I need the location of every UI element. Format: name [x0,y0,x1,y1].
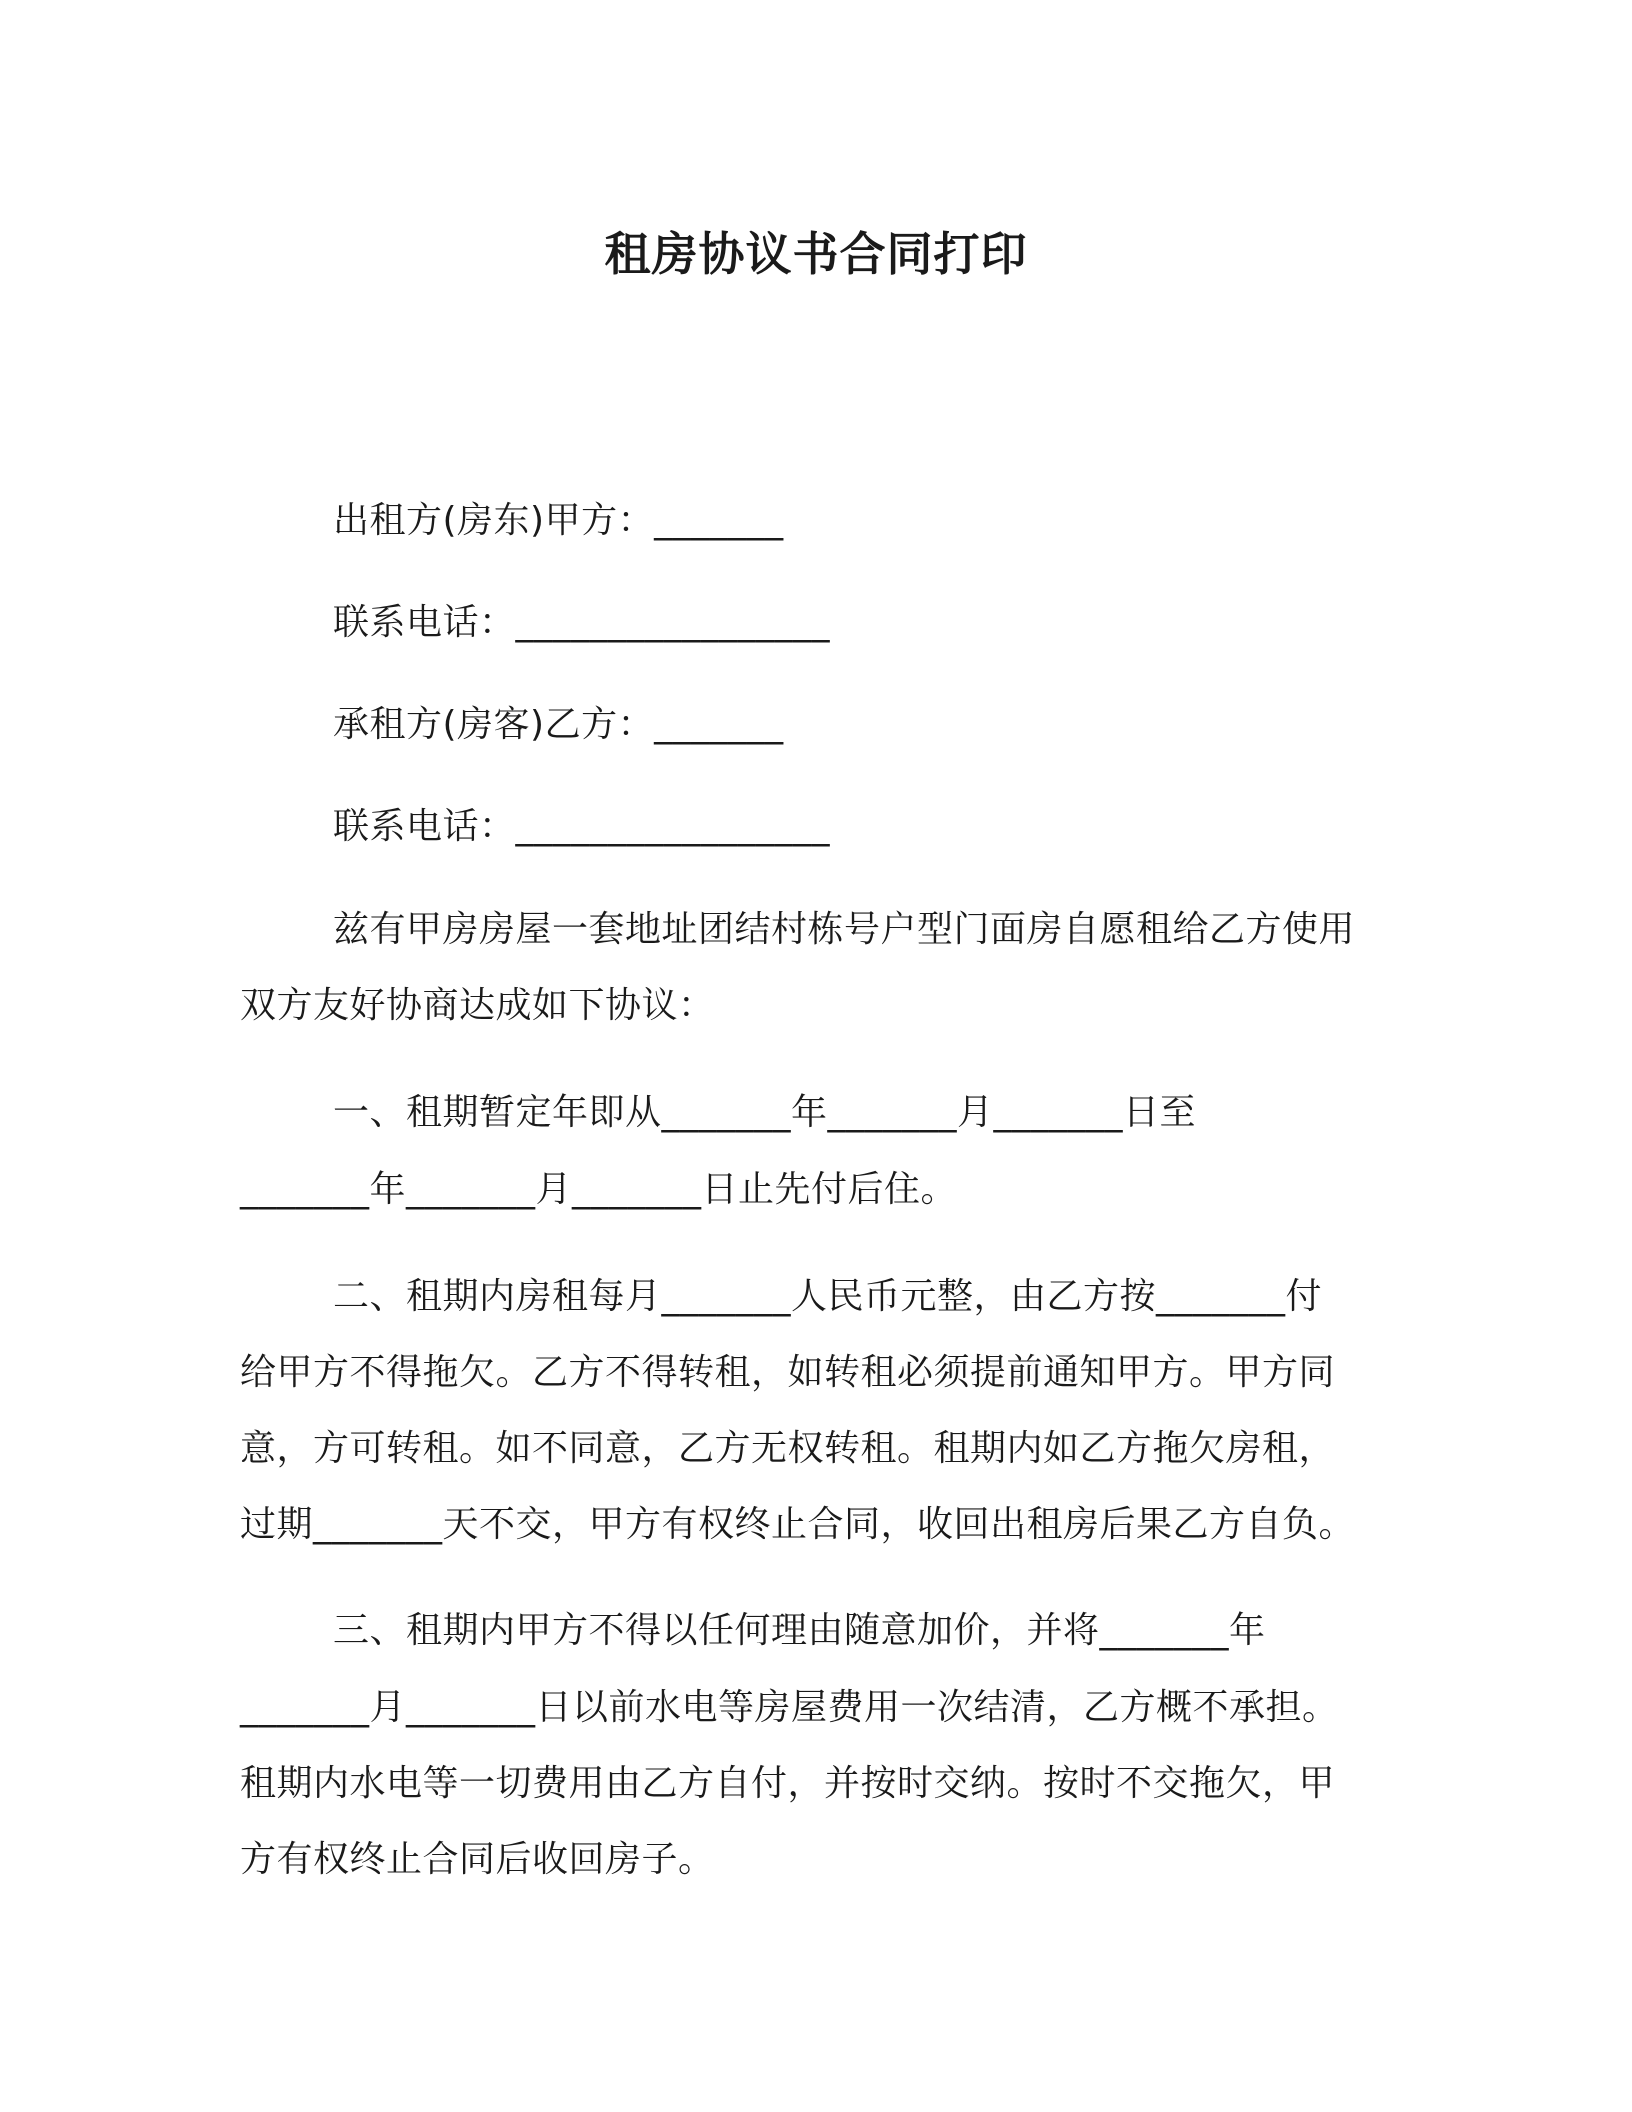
party-b-line: 承租方(房客)乙方：_______ [333,704,784,745]
clause-3-line-4: 方有权终止合同后收回房子。 [240,1839,715,1880]
party-a-line: 出租方(房东)甲方：_______ [333,500,784,541]
clause-2-line-1: 二、租期内房租每月_______人民币元整，由乙方按_______付 [333,1276,1323,1317]
clause-2-line-4: 过期_______天不交，甲方有权终止合同，收回出租房后果乙方自负。 [240,1504,1356,1545]
clause-2-line-3: 意，方可转租。如不同意，乙方无权转租。租期内如乙方拖欠房租， [240,1428,1336,1469]
clause-3-line-1: 三、租期内甲方不得以任何理由随意加价，并将_______年 [333,1610,1266,1651]
intro-line-2: 双方友好协商达成如下协议： [240,985,715,1026]
clause-2-line-2: 给甲方不得拖欠。乙方不得转租，如转租必须提前通知甲方。甲方同 [240,1352,1336,1393]
clause-1-line-1: 一、租期暂定年即从_______年_______月_______日至 [333,1092,1197,1133]
phone-b-line: 联系电话：_________________ [333,806,831,847]
document-title: 租房协议书合同打印 [604,227,1028,281]
clause-3-line-3: 租期内水电等一切费用由乙方自付，并按时交纳。按时不交拖欠，甲 [240,1763,1336,1804]
intro-line-1: 兹有甲房房屋一套地址团结村栋号户型门面房自愿租给乙方使用 [333,909,1356,950]
clause-1-line-2: _______年_______月_______日止先付后住。 [240,1169,958,1210]
clause-3-line-2: _______月_______日以前水电等房屋费用一次结清，乙方概不承担。 [240,1687,1339,1728]
phone-a-line: 联系电话：_________________ [333,602,831,643]
